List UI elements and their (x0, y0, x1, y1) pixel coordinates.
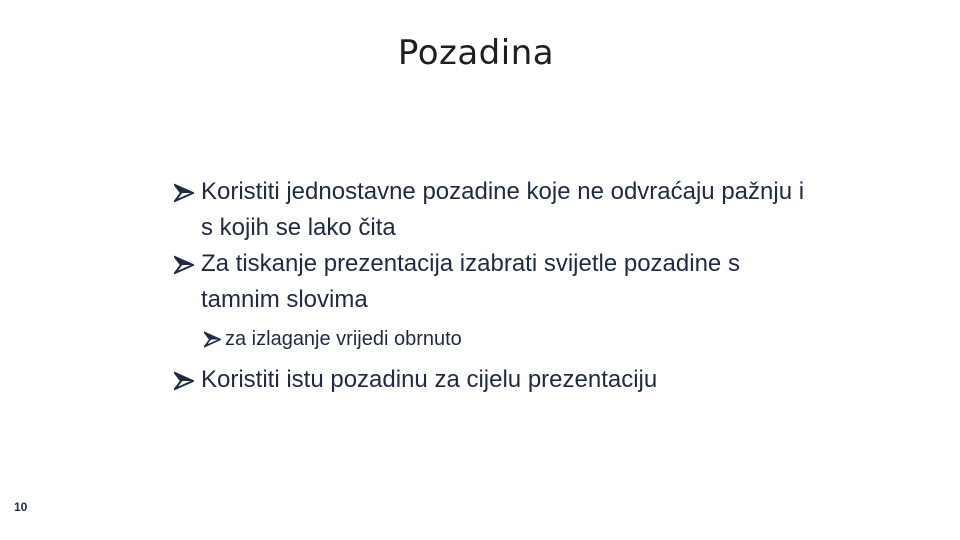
sub-bullet-item (204, 324, 814, 354)
slide-title: Pozadina (397, 33, 555, 73)
bullet-item (174, 246, 814, 318)
arrow-bullet-icon (204, 331, 221, 348)
arrow-bullet-icon (174, 371, 194, 391)
slide-number: 10 (14, 500, 28, 514)
sub-bullet-text: za izlaganje vrijedi obrnuto (225, 328, 462, 350)
bullet-text: Koristiti jednostavne pozadine koje ne odvraćaju pažnju i s kojih se lako čita (201, 178, 805, 241)
bullet-item (174, 362, 814, 398)
bullet-text: Koristiti istu pozadinu za cijelu prezentaciju (201, 366, 658, 393)
bullet-text: Za tiskanje prezentacija izabrati svijetle pozadine s tamnim slovima (201, 250, 740, 313)
bullet-item (174, 174, 814, 246)
arrow-bullet-icon (174, 183, 194, 203)
bullet-list (174, 174, 814, 398)
arrow-bullet-icon (174, 255, 194, 275)
